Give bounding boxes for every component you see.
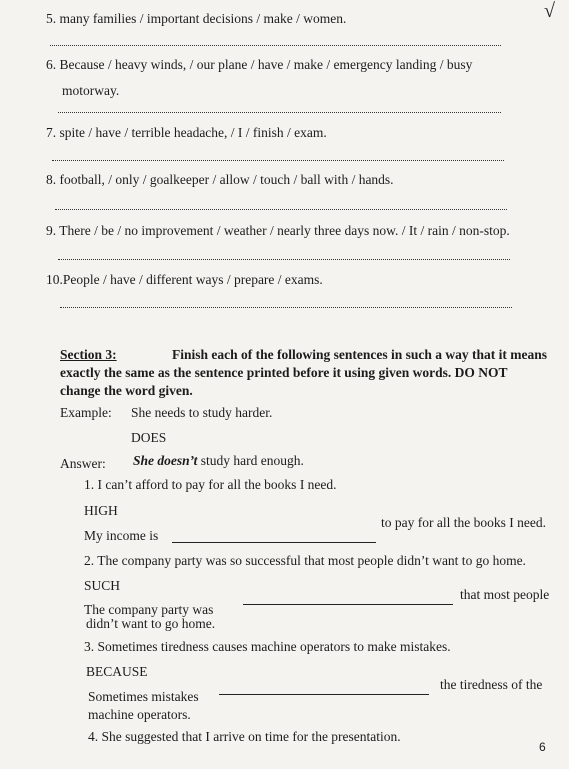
item-number: 5. bbox=[46, 11, 57, 26]
question-number: 3. bbox=[84, 639, 95, 654]
question-3-end: the tiredness of the bbox=[440, 677, 543, 692]
question-1 bbox=[84, 477, 337, 493]
question-1-word: HIGH bbox=[84, 503, 118, 518]
question-number: 2. bbox=[84, 553, 95, 568]
item-text: People / have / different ways / prepare / exams. bbox=[62, 272, 323, 287]
question-3 bbox=[84, 639, 451, 655]
question-3-word: BECAUSE bbox=[86, 664, 148, 679]
question-2-continuation: didn’t want to go home. bbox=[86, 616, 216, 631]
answer-italic: She doesn’t bbox=[133, 453, 198, 468]
answer-line-8[interactable] bbox=[55, 209, 507, 210]
answer-blank-3[interactable] bbox=[219, 694, 429, 695]
answer-line-5[interactable] bbox=[50, 45, 501, 46]
item-number: 7. bbox=[46, 125, 57, 140]
answer-blank-2[interactable] bbox=[243, 604, 453, 605]
item-text: Because / heavy winds, / our plane / have / make / emergency landing / busy bbox=[59, 57, 473, 72]
item-number: 9. bbox=[46, 223, 57, 238]
answer-line-6[interactable] bbox=[58, 112, 501, 113]
check-mark: √ bbox=[544, 0, 555, 22]
question-2-end: that most people bbox=[460, 587, 550, 602]
question-sentence: The company party was so successful that most people didn’t want to go home. bbox=[97, 553, 526, 568]
answer-label: Answer: bbox=[60, 456, 106, 471]
section3-instruction-line3: change the word given. bbox=[60, 383, 193, 398]
answer-rest: study hard enough. bbox=[197, 453, 304, 468]
question-1-end: to pay for all the books I need. bbox=[381, 515, 546, 530]
example-word: DOES bbox=[131, 430, 167, 445]
item-text: spite / have / terrible headache, / I / finish / exam. bbox=[59, 125, 327, 140]
question-number: 4. bbox=[88, 729, 99, 744]
item-text: There / be / no improvement / weather / nearly three days now. / It / rain / non-stop. bbox=[59, 223, 510, 238]
question-3-start: Sometimes mistakes bbox=[88, 689, 199, 704]
exercise-item-5 bbox=[46, 11, 346, 27]
instruction-text: Finish each of the following sentences in such a way that it means bbox=[171, 347, 547, 362]
question-2-start: The company party was bbox=[84, 602, 214, 617]
item-number: 8. bbox=[46, 172, 57, 187]
question-4 bbox=[88, 729, 401, 745]
question-sentence: She suggested that I arrive on time for the presentation. bbox=[101, 729, 401, 744]
item-text: many families / important decisions / make / women. bbox=[59, 11, 347, 26]
example-label: Example: bbox=[60, 405, 112, 420]
question-1-start: My income is bbox=[84, 528, 159, 543]
question-sentence: Sometimes tiredness causes machine operators to make mistakes. bbox=[97, 639, 451, 654]
answer-blank-1[interactable] bbox=[172, 542, 376, 543]
exercise-item-6-cont: motorway. bbox=[62, 83, 120, 98]
item-text: football, / only / goalkeeper / allow / touch / ball with / hands. bbox=[59, 172, 394, 187]
question-2 bbox=[84, 553, 526, 569]
item-number: 10. bbox=[46, 272, 63, 287]
question-sentence: I can’t afford to pay for all the books I need. bbox=[97, 477, 337, 492]
section-heading: Section 3: bbox=[60, 347, 117, 362]
section3-instruction-line1 bbox=[60, 347, 547, 363]
example-sentence: She needs to study harder. bbox=[131, 405, 273, 420]
item-number: 6. bbox=[46, 57, 57, 72]
question-number: 1. bbox=[84, 477, 95, 492]
answer-line-10[interactable] bbox=[60, 307, 512, 308]
exercise-item-8 bbox=[46, 172, 394, 188]
example-answer bbox=[133, 453, 304, 469]
answer-line-9[interactable] bbox=[58, 259, 510, 260]
page-number: 6 bbox=[539, 740, 546, 754]
exercise-item-7 bbox=[46, 125, 327, 141]
exercise-item-6 bbox=[46, 57, 472, 73]
section3-instruction-line2: exactly the same as the sentence printed before it using given words. DO NOT bbox=[60, 365, 508, 380]
question-3-continuation: machine operators. bbox=[88, 707, 191, 722]
exercise-item-10 bbox=[46, 272, 323, 288]
exercise-item-9 bbox=[46, 223, 510, 239]
answer-line-7[interactable] bbox=[52, 160, 504, 161]
question-2-word: SUCH bbox=[84, 578, 121, 593]
